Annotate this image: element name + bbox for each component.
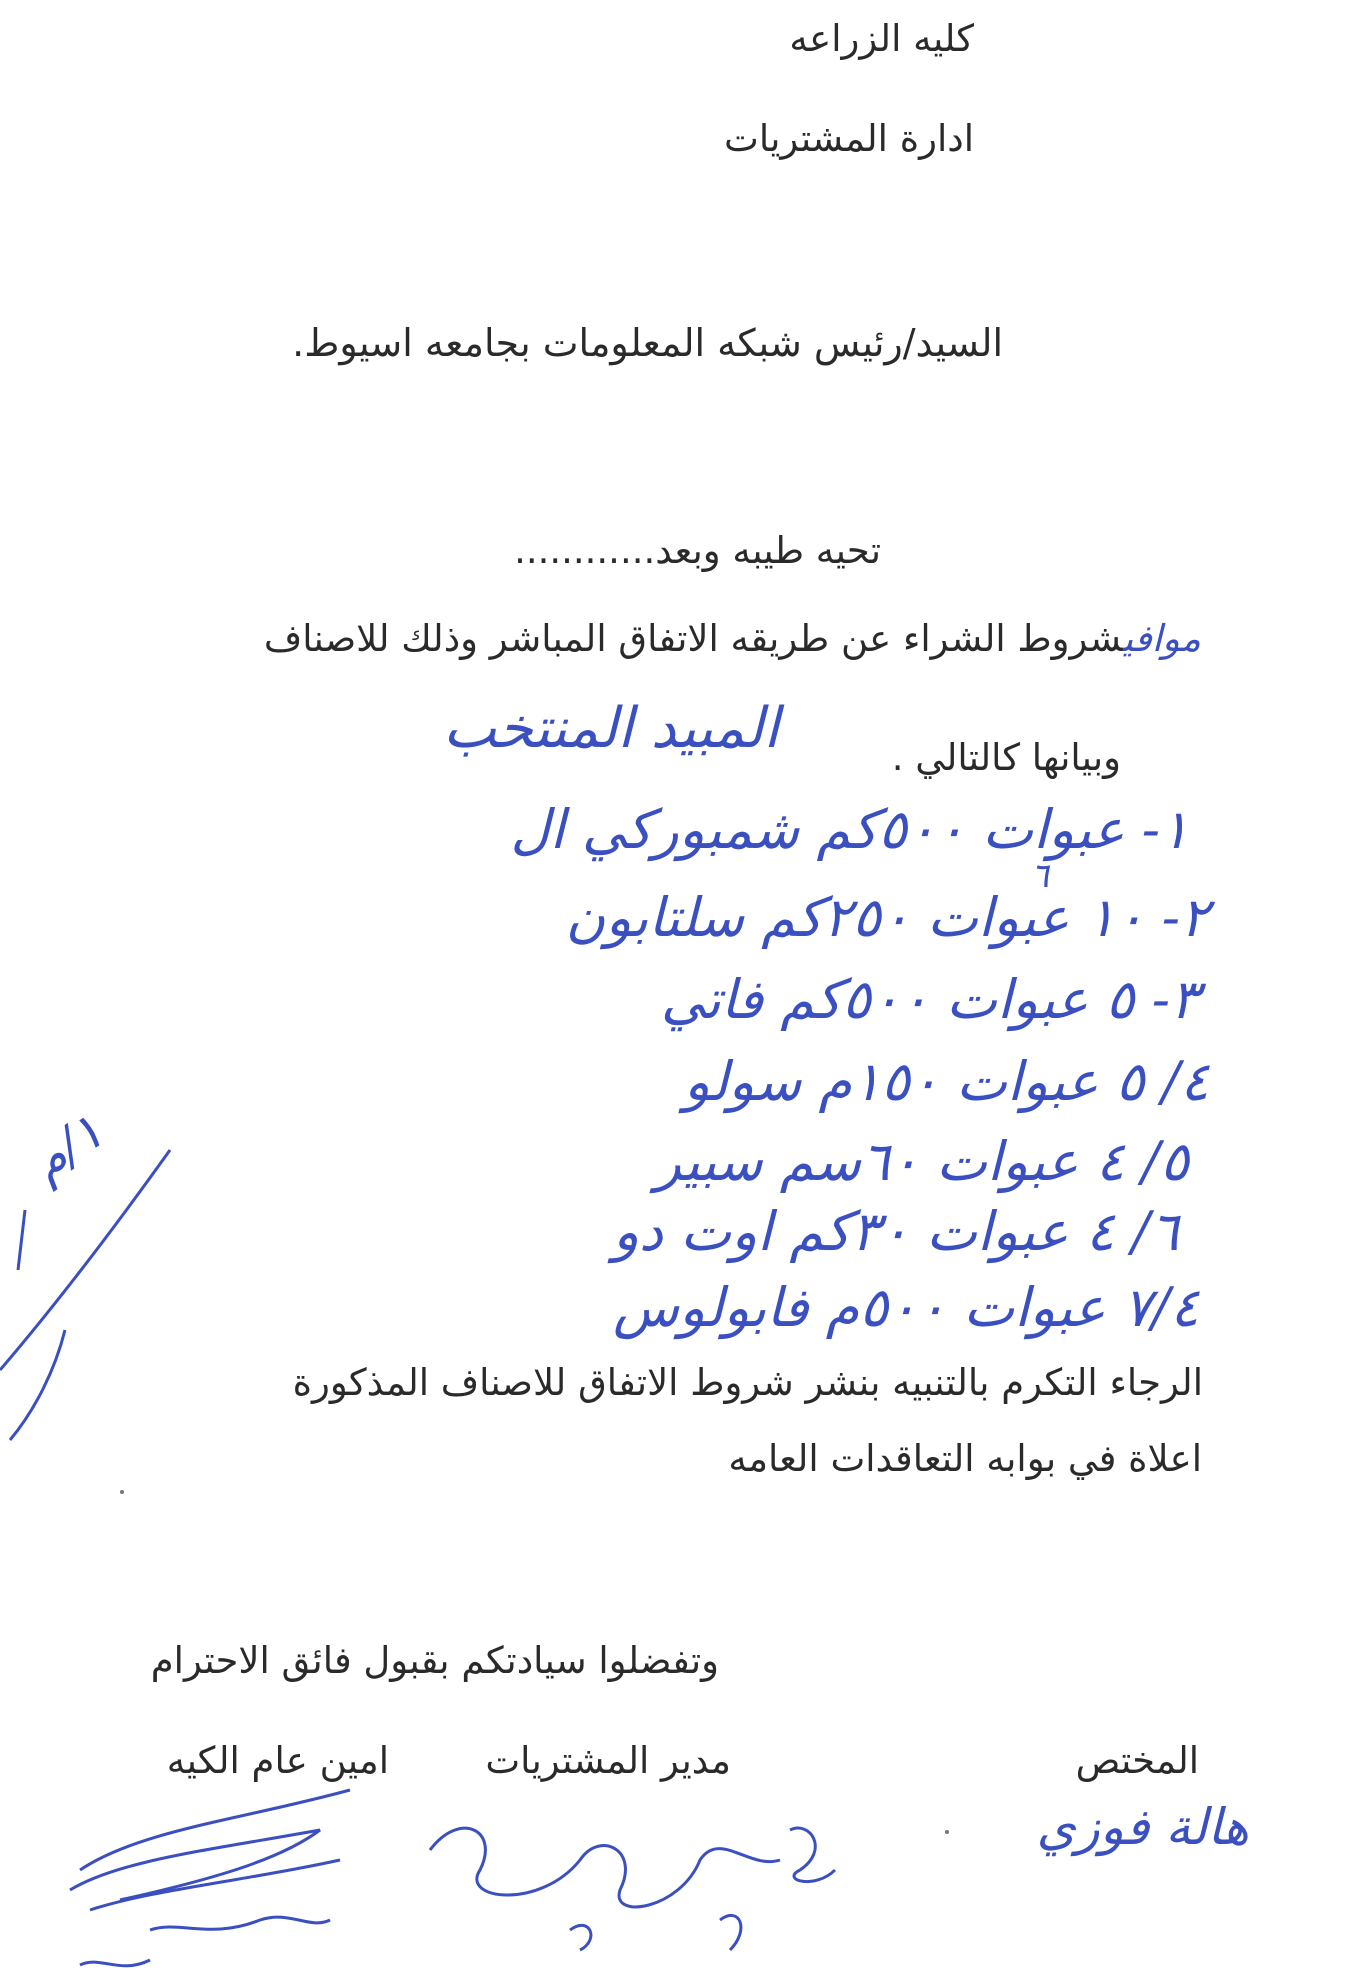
body-line-1-prefix: موافي — [1122, 617, 1201, 660]
handwritten-heading: المبيد المنتخب — [443, 696, 779, 761]
item-number: ١- — [1141, 798, 1189, 861]
item-number: ٦/ — [1131, 1200, 1179, 1263]
item-number: ٤/ — [1161, 1050, 1209, 1113]
list-item — [613, 1278, 1199, 1337]
scan-speck — [945, 1830, 949, 1834]
body-line-1-text: شروط الشراء عن طريقه الاتفاق المباشر وذلك للاصناف — [263, 617, 1123, 660]
greeting: تحيه طيبه وبعد............ — [514, 529, 881, 572]
scan-speck — [120, 1490, 124, 1494]
item-number: ٧/٤ — [1122, 1276, 1199, 1339]
request-line-1: الرجاء التكرم بالتنبيه بنشر شروط الاتفاق للاصناف المذكورة — [292, 1361, 1203, 1404]
signatory-title-purchasing-manager: مدير المشتريات — [485, 1739, 731, 1782]
item-number: ٥/ — [1141, 1130, 1189, 1193]
list-item — [661, 970, 1199, 1029]
item-text: ١٠ عبوات ٢٥٠كم سلتابون — [565, 886, 1145, 949]
item-text: ٤ عبوات ٣٠كم اوت دو — [612, 1200, 1115, 1263]
list-item — [566, 888, 1209, 947]
list-item — [613, 1202, 1179, 1261]
department-name: ادارة المشتريات — [724, 117, 974, 160]
margin-note: ١/م — [19, 1101, 115, 1193]
item-number: ٣- — [1151, 968, 1199, 1031]
item-text: ٤ عبوات ٦٠سم سبير — [655, 1130, 1125, 1193]
list-item — [655, 1132, 1189, 1191]
item-text: عبوات ٥٠٠م فابولوس — [613, 1276, 1106, 1339]
purchasing-manager-signature — [420, 1790, 840, 1964]
signatory-title-specialist: المختص — [1075, 1739, 1199, 1782]
specialist-handwritten-name: هالة فوزي — [1036, 1798, 1249, 1856]
request-line-2: اعلاة في بوابه التعاقدات العامه — [728, 1437, 1202, 1480]
item-text: عبوات ٥٠٠كم شمبوركي ال — [510, 798, 1125, 861]
item-text: ٥ عبوات ١٥٠م سولو — [683, 1050, 1145, 1113]
list-item — [510, 800, 1189, 859]
body-line-1 — [264, 618, 1201, 661]
margin-stroke-marks — [0, 1130, 200, 1454]
signatory-title-secretary-general: امين عام الكيه — [166, 1739, 389, 1782]
secretary-general-signature — [60, 1790, 360, 1984]
faculty-name: كليه الزراعه — [789, 17, 974, 60]
closing-line: وتفضلوا سيادتكم بقبول فائق الاحترام — [150, 1639, 719, 1682]
item-text: ٥ عبوات ٥٠٠كم فاتي — [660, 968, 1135, 1031]
item-number: ٢- — [1161, 886, 1209, 949]
item-note: ٦ — [1030, 856, 1049, 896]
body-line-2: وبيانها كالتالي . — [891, 736, 1121, 779]
addressee: السيد/رئيس شبكه المعلومات بجامعه اسيوط. — [292, 321, 1003, 365]
list-item — [684, 1052, 1209, 1111]
